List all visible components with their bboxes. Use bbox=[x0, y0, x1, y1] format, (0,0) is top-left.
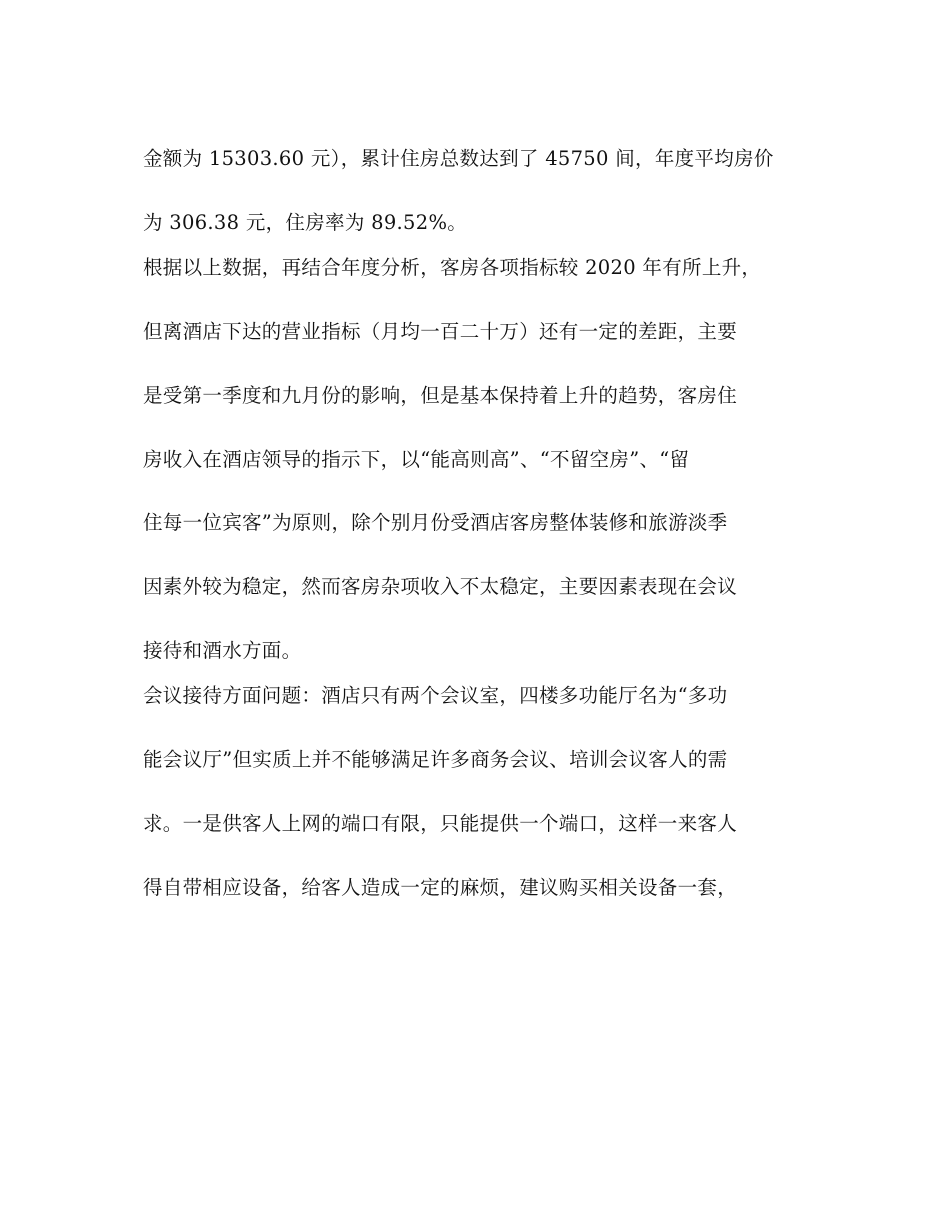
text-line: 是受第一季度和九月份的影响，但是基本保持着上升的趋势，客房住 bbox=[143, 383, 738, 407]
text-line: 能会议厅”但实质上并不能够满足许多商务会议、培训会议客人的需 bbox=[143, 748, 728, 772]
text-line: 为 306.38 元，住房率为 89.52%。 bbox=[143, 210, 468, 234]
text-line: 住每一位宾客”为原则，除个别月份受酒店客房整体装修和旅游淡季 bbox=[143, 511, 728, 535]
text-line: 接待和酒水方面。 bbox=[143, 639, 302, 663]
text-line: 根据以上数据，再结合年度分析，客房各项指标较 2020 年有所上升， bbox=[143, 255, 762, 279]
text-line: 会议接待方面问题：酒店只有两个会议室，四楼多功能厅名为“多功 bbox=[143, 684, 728, 708]
text-line: 因素外较为稳定，然而客房杂项收入不太稳定，主要因素表现在会议 bbox=[143, 575, 738, 599]
text-line: 房收入在酒店领导的指示下，以“能高则高”、“不留空房”、“留 bbox=[143, 447, 690, 471]
text-line: 金额为 15303.60 元），累计住房总数达到了 45750 间，年度平均房价 bbox=[143, 147, 774, 170]
text-line: 求。一是供客人上网的端口有限，只能提供一个端口，这样一来客人 bbox=[143, 812, 738, 836]
text-line: 但离酒店下达的营业指标（月均一百二十万）还有一定的差距，主要 bbox=[143, 319, 738, 343]
text-line: 得自带相应设备，给客人造成一定的麻烦，建议购买相关设备一套， bbox=[143, 875, 738, 899]
body-text bbox=[143, 140, 803, 933]
